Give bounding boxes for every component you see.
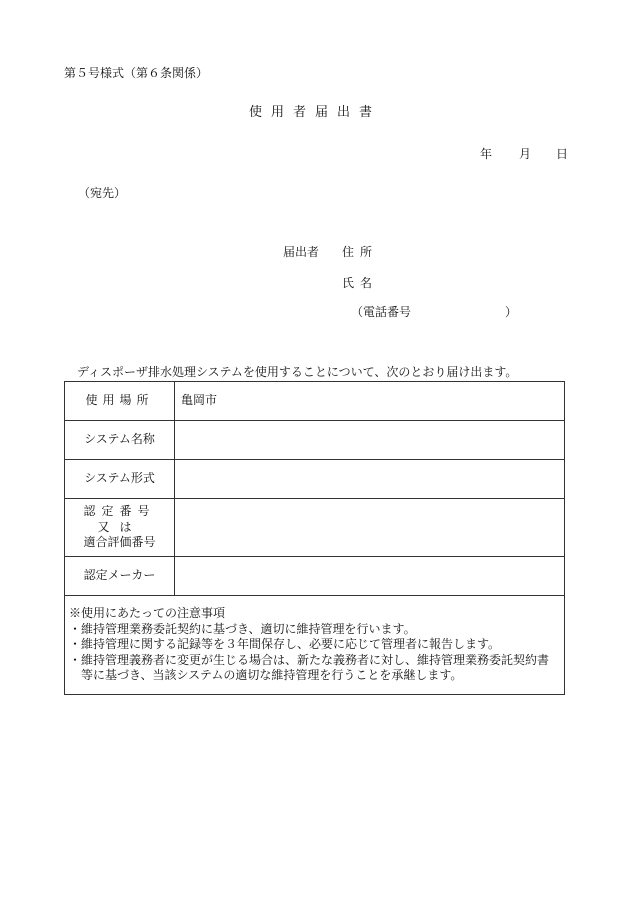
name-label: 氏名 [342,276,379,290]
certification-label-cell [65,499,175,557]
certification-number-field[interactable] [175,499,565,557]
manufacturer-label-cell [65,557,175,596]
form-number: 第５号様式（第６条関係） [64,66,209,80]
note-item: ・維持管理に関する記録等を３年間保存し、必要に応じて管理者に報告します。 [69,637,501,652]
note-item: ・維持管理業務委託契約に基づき、適切に維持管理を行います。 [69,621,416,636]
certification-or-label: 又は [97,519,142,534]
phone-number-label: （電話番号 [351,305,412,319]
phone-close-paren: ） [505,305,518,319]
date-day-label: 日 [556,147,569,161]
system-name-field[interactable] [175,421,565,460]
system-name-label: システム名称 [84,432,155,447]
date-month-label: 月 [519,147,532,161]
date-year-label: 年 [480,147,493,161]
document-title: 使用者届出書 [248,105,381,120]
system-type-field[interactable] [175,460,565,499]
system-type-label: システム形式 [84,471,155,486]
table-row-certification-number [65,499,565,557]
intro-text: ディスポーザ排水処理システムを使用することについて、次のとおり届け出ます。 [77,365,518,379]
addressee-label: （宛先） [78,186,127,200]
table-row-notes [65,596,565,695]
conformity-evaluation-number-label: 適合評価番号 [83,535,156,550]
manufacturer-field[interactable] [175,557,565,596]
location-value-field[interactable] [175,382,565,421]
certification-number-label: 認定番号 [83,504,156,519]
location-label-cell [65,382,175,421]
system-type-label-cell [65,460,175,499]
note-item-continuation: 等に基づき、当該システムの適切な維持管理を行うことを承継します。 [81,668,463,683]
address-label: 住所 [342,245,379,259]
note-item: ・維持管理義務者に変更が生じる場合は、新たな義務者に対し、維持管理業務委託契約書 [69,652,550,667]
system-name-label-cell [65,421,175,460]
applicant-label: 届出者 [283,245,320,259]
table-row-location [65,382,565,421]
form-table [64,381,565,695]
location-label: 使用場所 [85,393,154,408]
location-value: 亀岡市 [181,393,218,408]
notes-cell [65,596,565,695]
table-row-system-name [65,421,565,460]
table-row-manufacturer [65,557,565,596]
manufacturer-label: 認定メーカー [83,568,156,583]
table-row-system-type [65,460,565,499]
notes-heading: ※使用にあたっての注意事項 [69,606,226,620]
